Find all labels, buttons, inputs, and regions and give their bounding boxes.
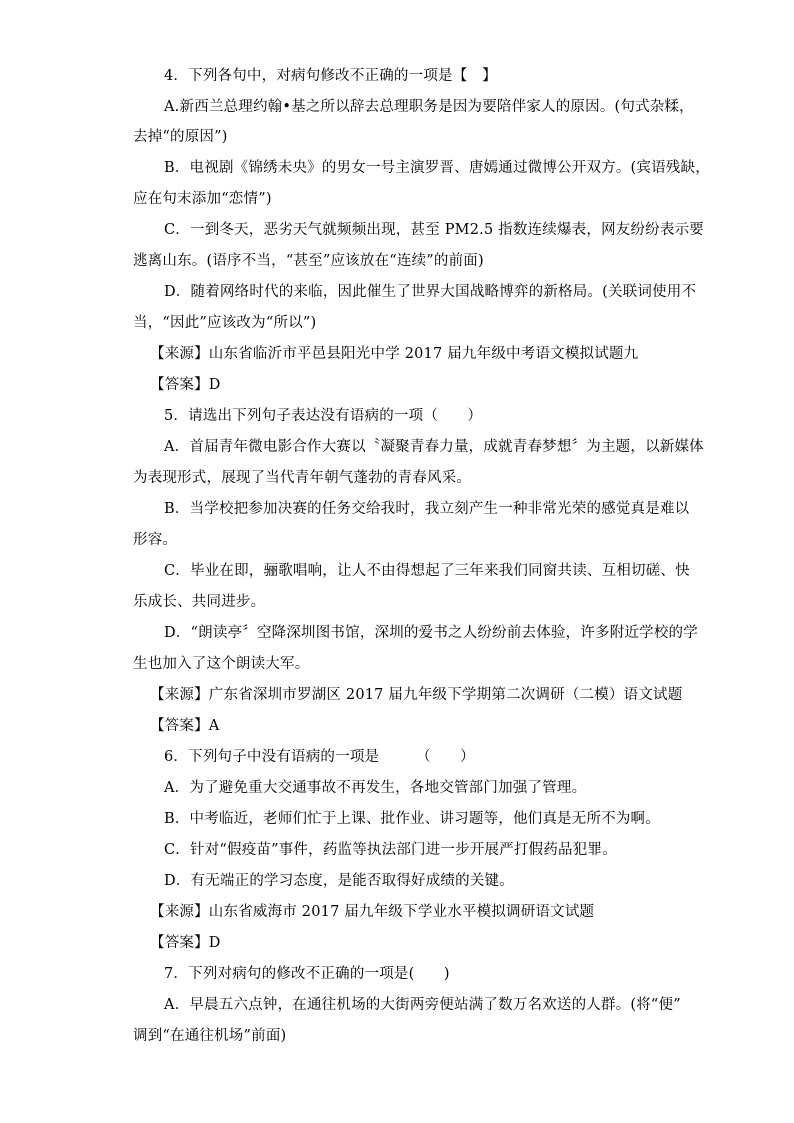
- question-5-stem: 5．请选出下列句子表达没有语病的一项（ ）: [164, 408, 483, 424]
- question-6-stem: 6．下列句子中没有语病的一项是 （ ）: [164, 749, 475, 765]
- question-4-option-d: D．随着网络时代的来临，因此催生了世界大国战略博弈的新格局。(关联词使用不: [164, 284, 697, 300]
- question-5-answer: 【答案】A: [150, 718, 220, 734]
- question-6-option-c: C．针对“假疫苗”事件，药监等执法部门进一步开展严打假药品犯罪。: [164, 842, 617, 858]
- question-4-option-b: B．电视剧《锦绣未央》的男女一号主演罗晋、唐嫣通过微博公开双方。(宾语残缺，: [164, 160, 710, 176]
- question-6-option-d: D．有无端正的学习态度，是能否取得好成绩的关键。: [164, 873, 514, 889]
- question-5-option-b-cont: 形容。: [133, 532, 178, 548]
- question-5-option-c-cont: 乐成长、共同进步。: [133, 594, 266, 610]
- question-7-option-a-cont: 调到“在通往机场”前面): [133, 1028, 287, 1044]
- question-4-option-b-cont: 应在句末添加“恋情”): [133, 191, 272, 207]
- question-5-source: 【来源】广东省深圳市罗湖区 2017 届九年级下学期第二次调研（二模）语文试题: [150, 687, 683, 703]
- question-4-option-c: C．一到冬天，恶劣天气就频频出现，甚至 PM2.5 指数连续爆表，网友纷纷表示要: [164, 222, 704, 238]
- question-6-source: 【来源】山东省威海市 2017 届九年级下学业水平模拟调研语文试题: [150, 904, 595, 920]
- question-4-option-a-cont: 去掉“的原因”): [133, 129, 228, 145]
- question-4-option-a: A.新西兰总理约翰•基之所以辞去总理职务是因为要陪伴家人的原因。(句式杂糅，: [164, 99, 694, 115]
- question-7-option-a: A．早晨五六点钟，在通往机场的大街两旁便站满了数万名欢送的人群。(将“便”: [164, 997, 681, 1013]
- question-5-option-d-cont: 生也加入了这个朗读大军。: [133, 656, 310, 672]
- question-6-option-a: A．为了避免重大交通事故不再发生，各地交管部门加强了管理。: [164, 780, 587, 796]
- question-4-answer: 【答案】D: [150, 377, 221, 393]
- question-4-stem: 4．下列各句中，对病句修改不正确的一项是【 】: [164, 68, 497, 84]
- question-5-option-d: D．“朗读亭〞空降深圳图书馆，深圳的爱书之人纷纷前去体验，许多附近学校的学: [164, 625, 698, 641]
- question-4-source: 【来源】山东省临沂市平邑县阳光中学 2017 届九年级中考语文模拟试题九: [150, 346, 639, 362]
- question-7-stem: 7．下列对病句的修改不正确的一项是( ): [164, 966, 450, 982]
- question-4-option-c-cont: 逃离山东。(语序不当，“甚至”应该放在“连续”的前面): [133, 253, 484, 269]
- question-4-option-d-cont: 当，“因此”应该改为“所以”): [133, 315, 317, 331]
- question-6-answer: 【答案】D: [150, 935, 221, 951]
- question-5-option-a: A．首届青年微电影合作大赛以〝凝聚青春力量，成就青春梦想〞为主题，以新媒体: [164, 439, 704, 455]
- question-5-option-c: C．毕业在即，骊歌唱响，让人不由得想起了三年来我们同窗共读、互相切磋、快: [164, 563, 690, 579]
- question-5-option-b: B．当学校把参加决赛的任务交给我时，我立刻产生一种非常光荣的感觉真是难以: [164, 501, 690, 517]
- question-5-option-a-cont: 为表现形式，展现了当代青年朝气蓬勃的青春风采。: [133, 470, 472, 486]
- question-6-option-b: B．中考临近，老师们忙于上课、批作业、讲习题等，他们真是无所不为啊。: [164, 811, 660, 827]
